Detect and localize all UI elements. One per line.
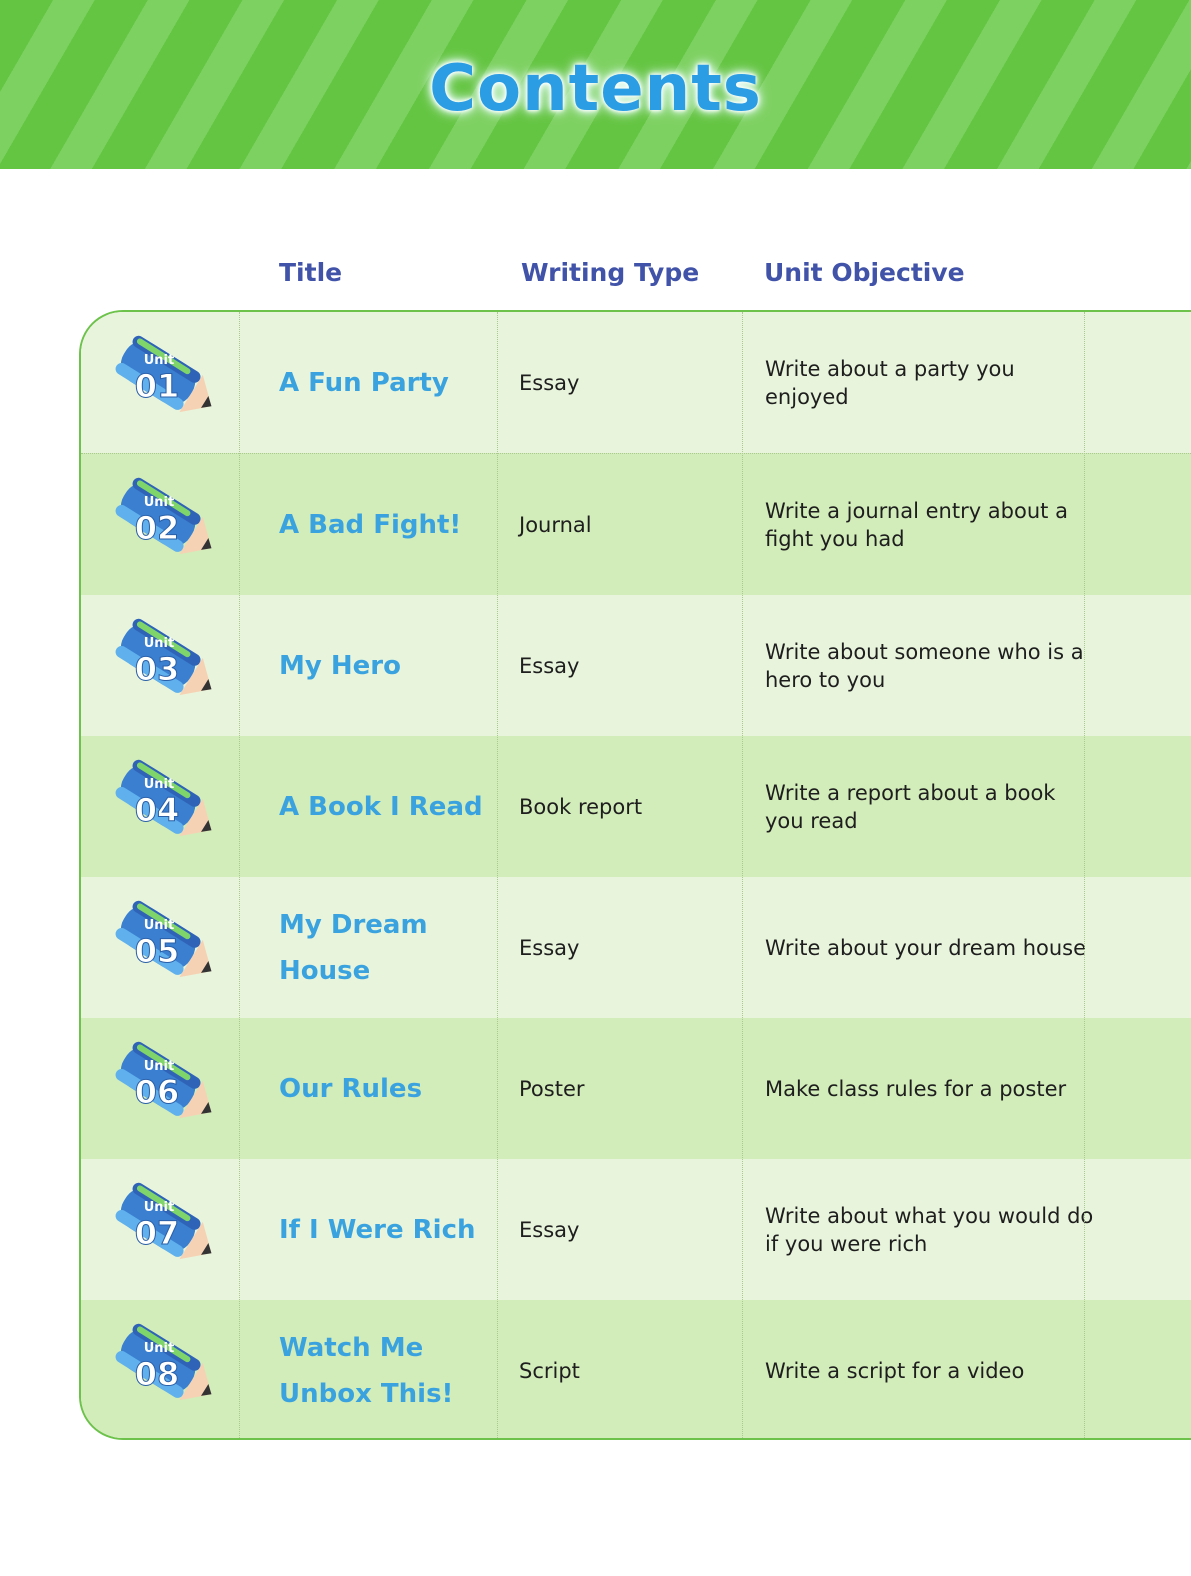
unit-objective-text: Write about a party you enjoyed <box>765 356 1015 409</box>
unit-writing-type <box>519 312 739 453</box>
unit-badge-label: Unit <box>143 918 175 933</box>
table-row-unit-05 <box>81 876 1191 1018</box>
unit-objective-text: Write a script for a video <box>765 1358 1025 1383</box>
unit-pencil-badge-icon <box>111 1040 221 1130</box>
table-row-unit-08 <box>81 1299 1191 1440</box>
contents-table <box>79 310 1191 1440</box>
unit-badge-number: 08 <box>134 1355 180 1393</box>
unit-pencil-badge-icon <box>111 899 221 989</box>
unit-badge-label: Unit <box>143 1200 175 1215</box>
unit-title <box>279 312 499 453</box>
unit-badge-number: 06 <box>134 1073 180 1111</box>
unit-pencil-badge-icon <box>111 617 221 707</box>
unit-badge-number: 02 <box>134 509 180 547</box>
unit-objective <box>765 312 1095 453</box>
unit-objective <box>765 1300 1095 1440</box>
unit-title <box>279 736 499 877</box>
unit-badge-label: Unit <box>143 1059 175 1074</box>
unit-writing-type-text: Journal <box>519 512 592 537</box>
unit-objective <box>765 454 1095 595</box>
column-header-writing-type: Writing Type <box>521 258 700 287</box>
unit-title-text: If I Were Rich <box>279 1214 476 1245</box>
unit-title <box>279 1159 499 1300</box>
unit-title <box>279 595 499 736</box>
unit-objective-text: Write a report about a book you read <box>765 780 1056 833</box>
unit-objective <box>765 877 1095 1018</box>
unit-objective-text: Write about your dream house <box>765 935 1087 960</box>
unit-objective <box>765 1159 1095 1300</box>
unit-pencil-badge-icon <box>111 1181 221 1271</box>
unit-badge-number: 03 <box>134 650 180 688</box>
unit-objective <box>765 1018 1095 1159</box>
unit-pencil-badge-icon <box>111 1322 221 1412</box>
table-row-unit-03 <box>81 594 1191 736</box>
unit-badge-label: Unit <box>143 636 175 651</box>
unit-pencil-badge-icon <box>111 758 221 848</box>
page-title: Contents <box>429 52 762 126</box>
unit-title <box>279 454 499 595</box>
unit-writing-type <box>519 454 739 595</box>
unit-objective-text: Write a journal entry about a fight you had <box>765 498 1068 551</box>
unit-objective-text: Make class rules for a poster <box>765 1076 1067 1101</box>
column-divider <box>497 312 498 1438</box>
unit-writing-type <box>519 595 739 736</box>
column-divider <box>742 312 743 1438</box>
table-row-unit-02 <box>81 453 1191 595</box>
unit-objective-text: Write about someone who is a hero to you <box>765 639 1084 692</box>
unit-title-text: A Bad Fight! <box>279 509 462 540</box>
table-row-unit-07 <box>81 1158 1191 1300</box>
unit-writing-type-text: Essay <box>519 370 580 395</box>
unit-objective-text: Write about what you would do if you were rich <box>765 1203 1094 1256</box>
unit-badge-label: Unit <box>143 777 175 792</box>
unit-writing-type-text: Essay <box>519 653 580 678</box>
unit-writing-type <box>519 736 739 877</box>
unit-badge-number: 04 <box>134 791 180 829</box>
unit-title-text: My Hero <box>279 650 401 681</box>
unit-badge-label: Unit <box>143 353 175 368</box>
column-header-title: Title <box>279 258 343 287</box>
unit-title-text: My Dream House <box>279 909 428 986</box>
unit-title-text: A Book I Read <box>279 791 483 822</box>
unit-pencil-badge-icon <box>111 476 221 566</box>
header-banner <box>0 0 1191 169</box>
unit-title-text: A Fun Party <box>279 367 449 398</box>
unit-pencil-badge-icon <box>111 334 221 424</box>
unit-title <box>279 877 499 1018</box>
unit-title <box>279 1018 499 1159</box>
unit-writing-type-text: Essay <box>519 1217 580 1242</box>
unit-writing-type <box>519 877 739 1018</box>
unit-writing-type-text: Poster <box>519 1076 585 1101</box>
unit-objective <box>765 595 1095 736</box>
unit-writing-type-text: Essay <box>519 935 580 960</box>
unit-badge-label: Unit <box>143 495 175 510</box>
unit-writing-type <box>519 1300 739 1440</box>
unit-writing-type <box>519 1018 739 1159</box>
unit-badge-number: 07 <box>134 1214 180 1252</box>
table-row-unit-04 <box>81 735 1191 877</box>
unit-objective <box>765 736 1095 877</box>
column-divider <box>1084 312 1085 1438</box>
unit-title <box>279 1300 499 1440</box>
unit-title-text: Watch Me Unbox This! <box>279 1332 454 1409</box>
column-divider <box>239 312 240 1438</box>
column-header-unit-objective: Unit Objective <box>764 258 965 287</box>
table-row-unit-01 <box>81 312 1191 453</box>
unit-writing-type <box>519 1159 739 1300</box>
table-row-unit-06 <box>81 1017 1191 1159</box>
unit-writing-type-text: Book report <box>519 794 643 819</box>
unit-title-text: Our Rules <box>279 1073 423 1104</box>
unit-badge-label: Unit <box>143 1341 175 1356</box>
unit-badge-number: 01 <box>134 367 180 405</box>
unit-badge-number: 05 <box>134 932 180 970</box>
unit-writing-type-text: Script <box>519 1358 580 1383</box>
